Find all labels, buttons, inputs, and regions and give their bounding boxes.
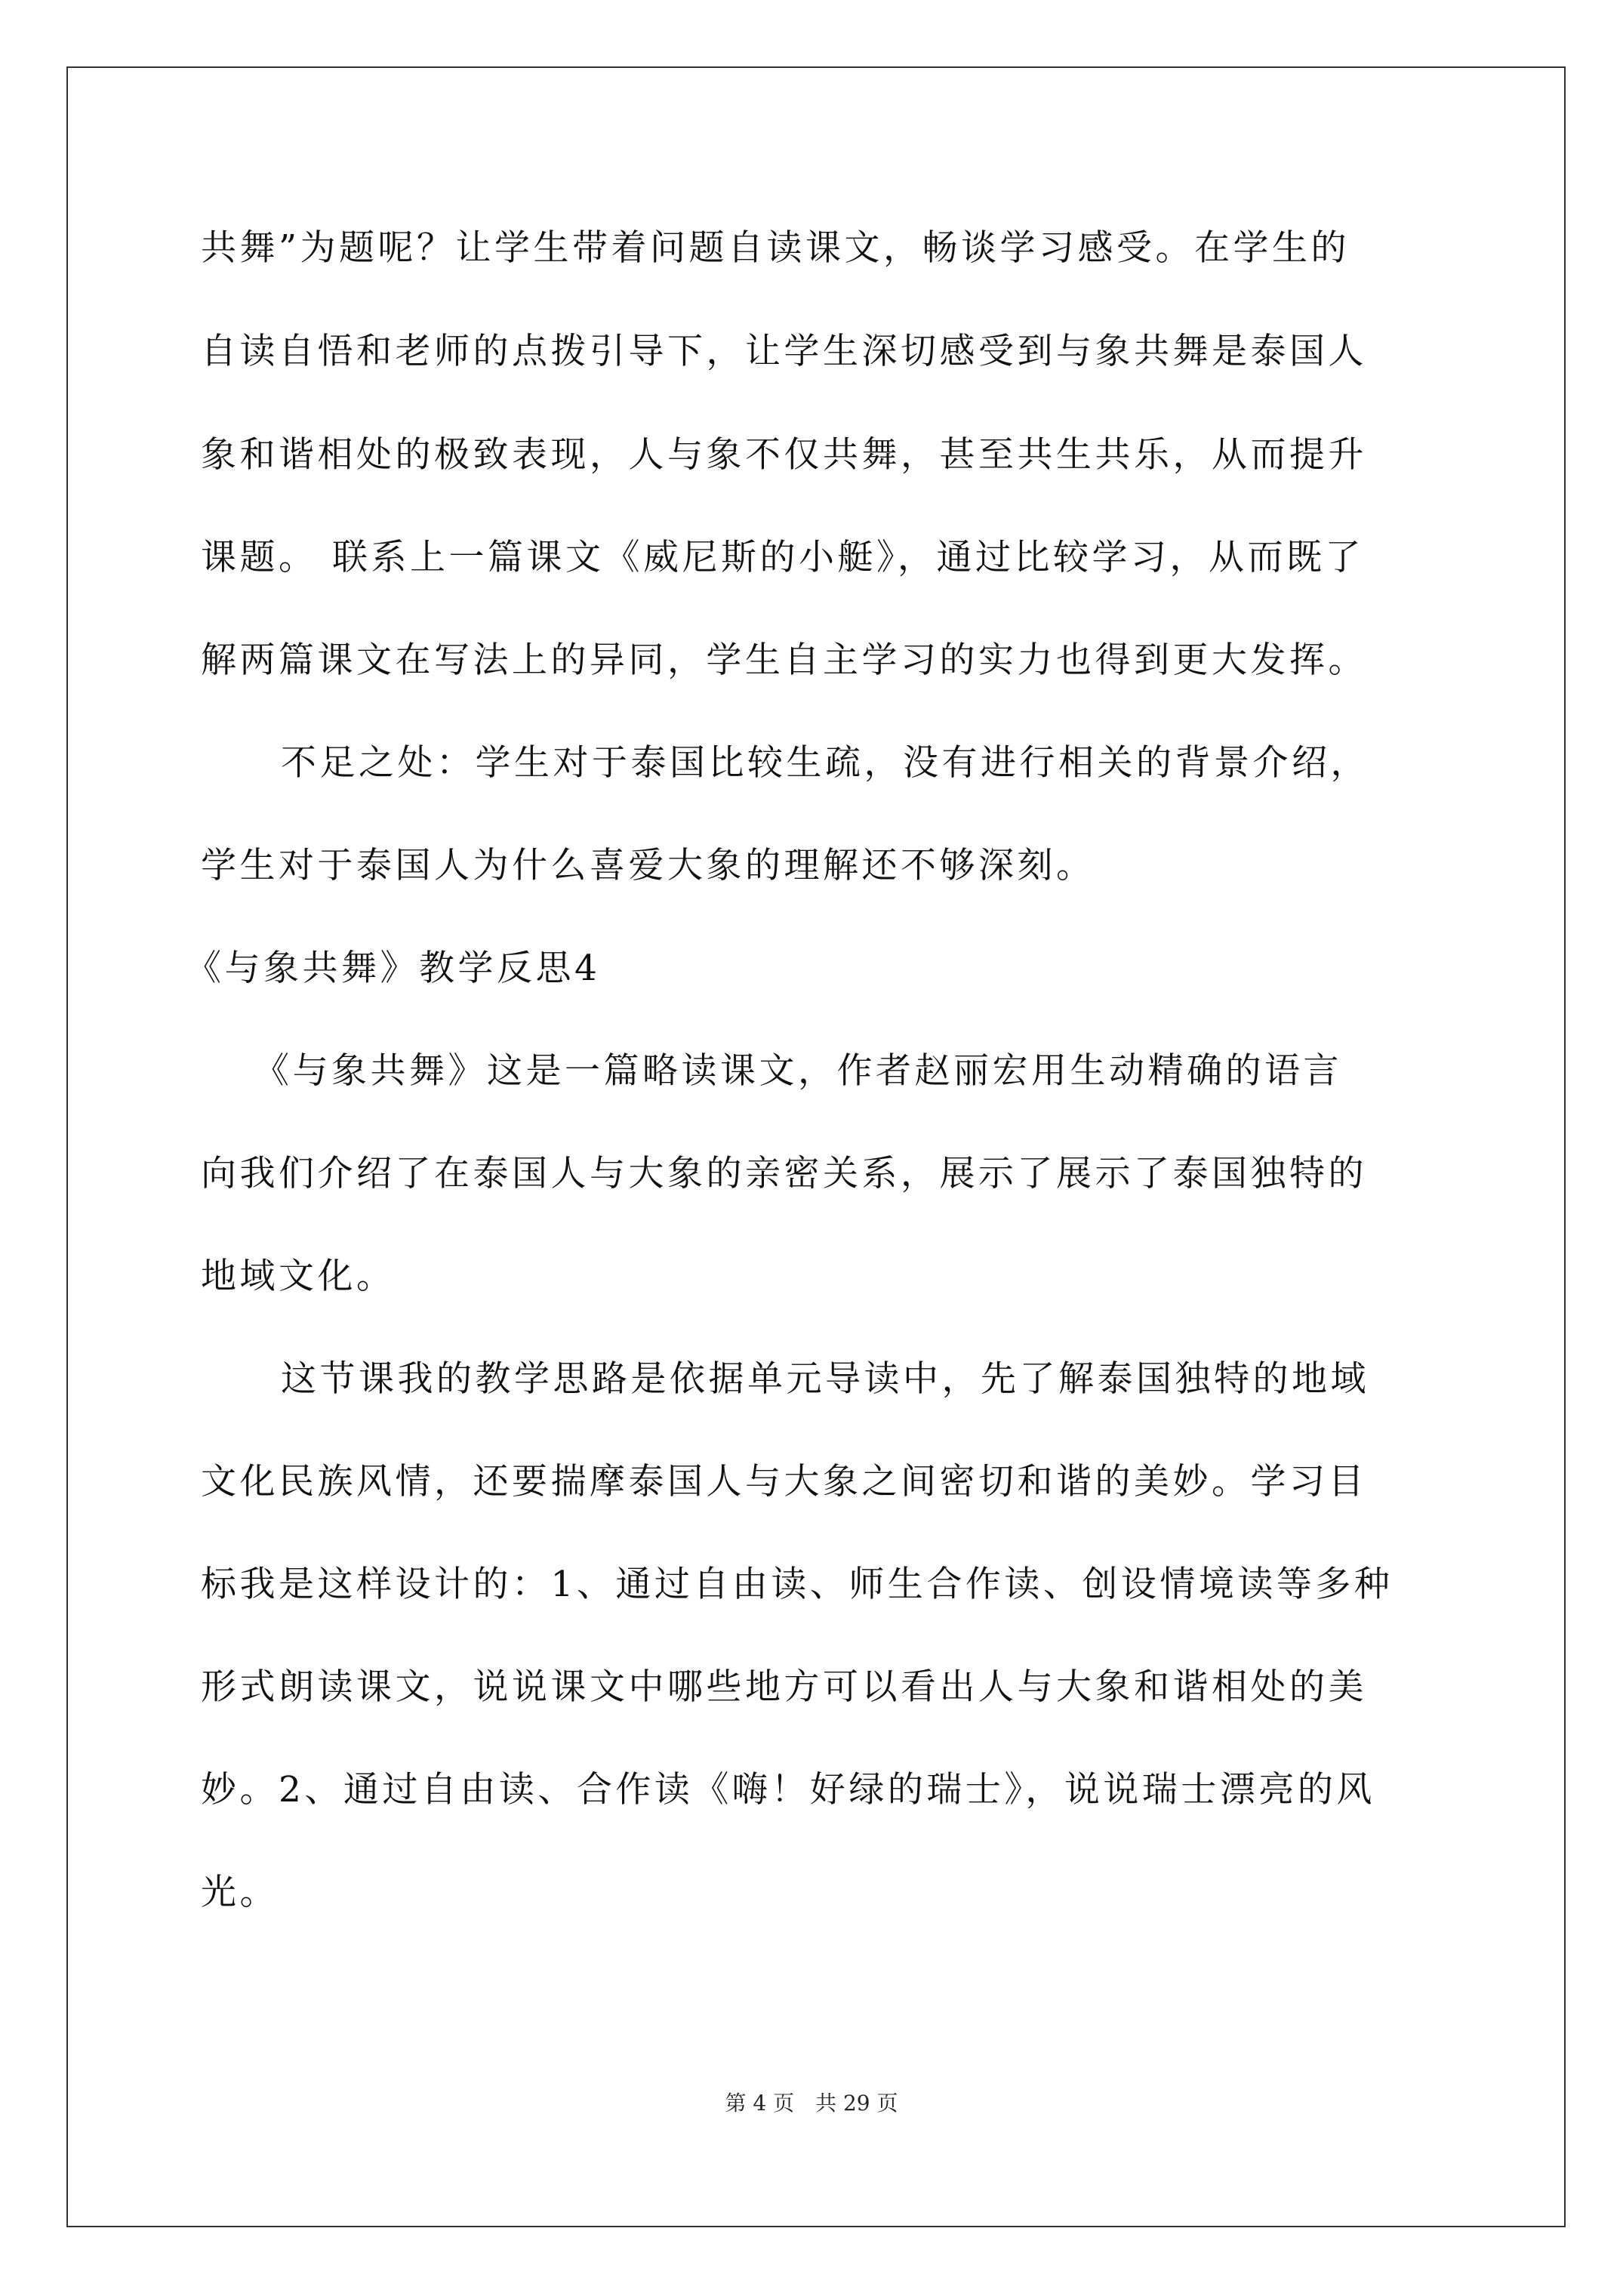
body-line: 形式朗读课文，说说课文中哪些地方可以看出人与大象和谐相处的美 <box>201 1666 1367 1708</box>
body-line: 课题。 联系上一篇课文《威尼斯的小艇》，通过比较学习，从而既了 <box>201 537 1364 578</box>
body-line: 象和谐相处的极致表现，人与象不仅共舞，甚至共生共乐，从而提升 <box>201 434 1367 476</box>
body-line: 共舞”为题呢？让学生带着问题自读课文，畅谈学习感受。在学生的 <box>201 227 1350 269</box>
body-line: 《与象共舞》这是一篇略读课文，作者赵丽宏用生动精确的语言 <box>254 1050 1342 1092</box>
body-line: 学生对于泰国人为什么喜爱大象的理解还不够深刻。 <box>201 845 1095 886</box>
body-line: 光。 <box>201 1872 279 1913</box>
page-number: 第 4 页 共 29 页 <box>725 2091 898 2116</box>
body-line: 妙。2、通过自由读、合作读《嗨！好绿的瑞士》，说说瑞士漂亮的风 <box>201 1769 1375 1811</box>
body-line: 自读自悟和老师的点拨引导下，让学生深切感受到与象共舞是泰国人 <box>201 331 1367 372</box>
body-line: 不足之处：学生对于泰国比较生疏，没有进行相关的背景介绍， <box>281 742 1369 784</box>
section-heading: 《与象共舞》教学反思4 <box>186 948 601 989</box>
body-line: 向我们介绍了在泰国人与大象的亲密关系，展示了展示了泰国独特的 <box>201 1153 1367 1194</box>
page-border <box>66 66 1566 2227</box>
body-line: 文化民族风情，还要揣摩泰国人与大象之间密切和谐的美妙。学习目 <box>201 1461 1367 1502</box>
body-line: 标我是这样设计的：1、通过自由读、师生合作读、创设情境读等多种 <box>201 1564 1394 1605</box>
body-line: 解两篇课文在写法上的异同，学生自主学习的实力也得到更大发挥。 <box>201 639 1367 681</box>
body-line: 这节课我的教学思路是依据单元导读中，先了解泰国独特的地域 <box>281 1358 1369 1400</box>
body-line: 地域文化。 <box>201 1256 396 1297</box>
